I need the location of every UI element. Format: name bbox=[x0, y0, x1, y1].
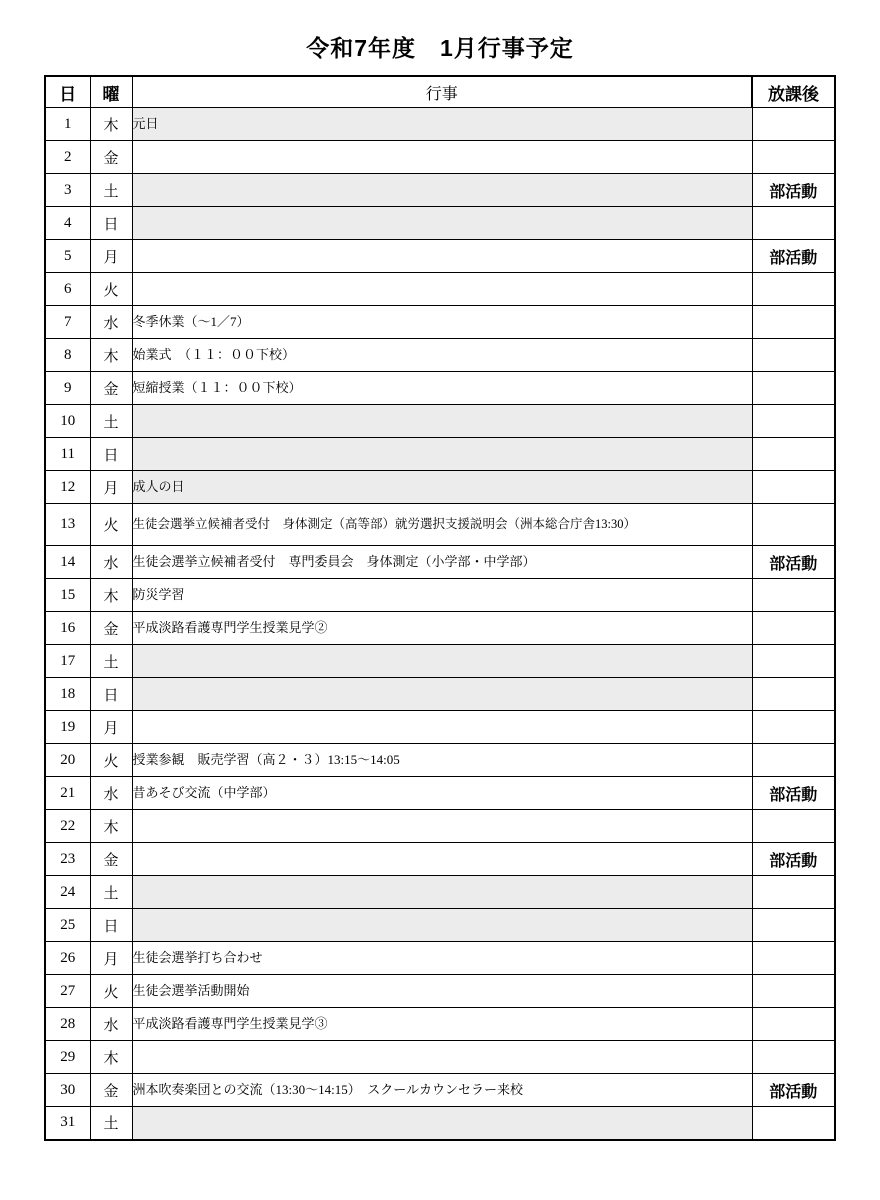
cell-day: 12 bbox=[45, 471, 90, 504]
table-row bbox=[45, 546, 835, 579]
cell-after-school bbox=[752, 678, 835, 711]
cell-event bbox=[132, 405, 752, 438]
cell-day: 18 bbox=[45, 678, 90, 711]
cell-after-school bbox=[752, 876, 835, 909]
cell-day: 15 bbox=[45, 579, 90, 612]
cell-day: 27 bbox=[45, 975, 90, 1008]
cell-weekday: 土 bbox=[90, 876, 132, 909]
cell-event: 生徒会選挙立候補者受付 身体測定（高等部）就労選択支援説明会（洲本総合庁舎13:30） bbox=[132, 504, 752, 546]
cell-day: 23 bbox=[45, 843, 90, 876]
cell-day: 11 bbox=[45, 438, 90, 471]
cell-after-school bbox=[752, 405, 835, 438]
cell-after-school bbox=[752, 942, 835, 975]
cell-after-school: 部活動 bbox=[752, 174, 835, 207]
cell-weekday: 水 bbox=[90, 1008, 132, 1041]
cell-after-school bbox=[752, 1008, 835, 1041]
cell-event bbox=[132, 678, 752, 711]
cell-event: 平成淡路看護専門学生授業見学② bbox=[132, 612, 752, 645]
cell-after-school bbox=[752, 372, 835, 405]
cell-event bbox=[132, 438, 752, 471]
cell-weekday: 月 bbox=[90, 240, 132, 273]
cell-event: 平成淡路看護専門学生授業見学③ bbox=[132, 1008, 752, 1041]
cell-day: 2 bbox=[45, 141, 90, 174]
cell-after-school: 部活動 bbox=[752, 1074, 835, 1107]
cell-weekday: 木 bbox=[90, 108, 132, 141]
cell-weekday: 火 bbox=[90, 273, 132, 306]
cell-event: 生徒会選挙立候補者受付 専門委員会 身体測定（小学部・中学部） bbox=[132, 546, 752, 579]
cell-weekday: 日 bbox=[90, 909, 132, 942]
cell-after-school bbox=[752, 612, 835, 645]
column-header-event: 行事 bbox=[132, 76, 752, 108]
cell-day: 8 bbox=[45, 339, 90, 372]
table-row bbox=[45, 942, 835, 975]
cell-day: 29 bbox=[45, 1041, 90, 1074]
cell-after-school bbox=[752, 471, 835, 504]
cell-event bbox=[132, 876, 752, 909]
cell-after-school bbox=[752, 438, 835, 471]
cell-weekday: 月 bbox=[90, 471, 132, 504]
table-row bbox=[45, 744, 835, 777]
cell-weekday: 木 bbox=[90, 339, 132, 372]
cell-event bbox=[132, 909, 752, 942]
cell-event bbox=[132, 240, 752, 273]
table-row bbox=[45, 504, 835, 546]
cell-after-school bbox=[752, 306, 835, 339]
cell-day: 13 bbox=[45, 504, 90, 546]
cell-weekday: 土 bbox=[90, 1107, 132, 1140]
cell-after-school bbox=[752, 141, 835, 174]
table-row bbox=[45, 471, 835, 504]
cell-event bbox=[132, 843, 752, 876]
table-row bbox=[45, 1107, 835, 1140]
cell-event: 始業式 （１１：００下校） bbox=[132, 339, 752, 372]
cell-weekday: 金 bbox=[90, 612, 132, 645]
cell-weekday: 水 bbox=[90, 546, 132, 579]
cell-event: 生徒会選挙打ち合わせ bbox=[132, 942, 752, 975]
cell-day: 17 bbox=[45, 645, 90, 678]
cell-after-school: 部活動 bbox=[752, 843, 835, 876]
cell-day: 21 bbox=[45, 777, 90, 810]
cell-event: 短縮授業（１１：００下校） bbox=[132, 372, 752, 405]
cell-after-school bbox=[752, 1041, 835, 1074]
table-row bbox=[45, 579, 835, 612]
cell-event bbox=[132, 1041, 752, 1074]
cell-event bbox=[132, 207, 752, 240]
cell-event bbox=[132, 711, 752, 744]
cell-after-school bbox=[752, 711, 835, 744]
cell-weekday: 金 bbox=[90, 843, 132, 876]
table-row bbox=[45, 612, 835, 645]
cell-weekday: 土 bbox=[90, 174, 132, 207]
cell-day: 14 bbox=[45, 546, 90, 579]
cell-weekday: 日 bbox=[90, 438, 132, 471]
table-row bbox=[45, 240, 835, 273]
cell-after-school bbox=[752, 339, 835, 372]
cell-after-school bbox=[752, 207, 835, 240]
cell-weekday: 火 bbox=[90, 504, 132, 546]
table-row bbox=[45, 141, 835, 174]
table-header bbox=[45, 76, 835, 108]
cell-day: 1 bbox=[45, 108, 90, 141]
cell-weekday: 火 bbox=[90, 975, 132, 1008]
table-row bbox=[45, 909, 835, 942]
cell-weekday: 水 bbox=[90, 306, 132, 339]
table-row bbox=[45, 1041, 835, 1074]
cell-weekday: 日 bbox=[90, 678, 132, 711]
cell-after-school bbox=[752, 975, 835, 1008]
cell-weekday: 木 bbox=[90, 1041, 132, 1074]
column-header-after-school: 放課後 bbox=[752, 76, 835, 108]
table-row bbox=[45, 273, 835, 306]
cell-day: 3 bbox=[45, 174, 90, 207]
cell-day: 16 bbox=[45, 612, 90, 645]
cell-after-school: 部活動 bbox=[752, 546, 835, 579]
cell-day: 26 bbox=[45, 942, 90, 975]
table-row bbox=[45, 678, 835, 711]
table-row bbox=[45, 975, 835, 1008]
cell-weekday: 木 bbox=[90, 579, 132, 612]
cell-event: 成人の日 bbox=[132, 471, 752, 504]
page-title: 令和7年度 1月行事予定 bbox=[306, 35, 574, 61]
table-row bbox=[45, 1008, 835, 1041]
column-header-weekday: 曜 bbox=[90, 76, 132, 108]
cell-event bbox=[132, 810, 752, 843]
table-row bbox=[45, 405, 835, 438]
table-row bbox=[45, 108, 835, 141]
table-row bbox=[45, 339, 835, 372]
cell-weekday: 木 bbox=[90, 810, 132, 843]
cell-day: 20 bbox=[45, 744, 90, 777]
cell-day: 25 bbox=[45, 909, 90, 942]
cell-event bbox=[132, 273, 752, 306]
table-row bbox=[45, 1074, 835, 1107]
table-row bbox=[45, 777, 835, 810]
cell-event: 授業参観 販売学習（高２・３）13:15〜14:05 bbox=[132, 744, 752, 777]
cell-day: 6 bbox=[45, 273, 90, 306]
cell-event bbox=[132, 174, 752, 207]
cell-event: 元日 bbox=[132, 108, 752, 141]
table-row bbox=[45, 372, 835, 405]
cell-weekday: 土 bbox=[90, 645, 132, 678]
cell-day: 7 bbox=[45, 306, 90, 339]
cell-after-school bbox=[752, 810, 835, 843]
cell-day: 24 bbox=[45, 876, 90, 909]
cell-after-school bbox=[752, 504, 835, 546]
cell-after-school bbox=[752, 108, 835, 141]
cell-event bbox=[132, 141, 752, 174]
cell-after-school bbox=[752, 645, 835, 678]
cell-after-school bbox=[752, 579, 835, 612]
table-body bbox=[45, 108, 835, 1140]
cell-after-school bbox=[752, 1107, 835, 1140]
table-row bbox=[45, 438, 835, 471]
column-header-day: 日 bbox=[45, 76, 90, 108]
cell-event: 洲本吹奏楽団との交流（13:30〜14:15） スクールカウンセラー来校 bbox=[132, 1074, 752, 1107]
cell-day: 31 bbox=[45, 1107, 90, 1140]
table-row bbox=[45, 174, 835, 207]
table-row bbox=[45, 207, 835, 240]
cell-day: 4 bbox=[45, 207, 90, 240]
cell-weekday: 水 bbox=[90, 777, 132, 810]
table-row bbox=[45, 711, 835, 744]
cell-weekday: 日 bbox=[90, 207, 132, 240]
cell-day: 22 bbox=[45, 810, 90, 843]
cell-day: 9 bbox=[45, 372, 90, 405]
table-row bbox=[45, 645, 835, 678]
cell-weekday: 金 bbox=[90, 1074, 132, 1107]
cell-after-school bbox=[752, 909, 835, 942]
cell-weekday: 月 bbox=[90, 711, 132, 744]
table-row bbox=[45, 876, 835, 909]
cell-event: 防災学習 bbox=[132, 579, 752, 612]
cell-after-school: 部活動 bbox=[752, 777, 835, 810]
cell-event bbox=[132, 1107, 752, 1140]
cell-weekday: 火 bbox=[90, 744, 132, 777]
cell-day: 30 bbox=[45, 1074, 90, 1107]
cell-event bbox=[132, 645, 752, 678]
cell-day: 5 bbox=[45, 240, 90, 273]
table-row bbox=[45, 810, 835, 843]
cell-event: 昔あそび交流（中学部） bbox=[132, 777, 752, 810]
table-row bbox=[45, 306, 835, 339]
monthly-schedule-table bbox=[44, 75, 836, 1141]
cell-weekday: 月 bbox=[90, 942, 132, 975]
cell-weekday: 金 bbox=[90, 141, 132, 174]
cell-day: 19 bbox=[45, 711, 90, 744]
cell-after-school: 部活動 bbox=[752, 240, 835, 273]
cell-after-school bbox=[752, 744, 835, 777]
cell-day: 28 bbox=[45, 1008, 90, 1041]
cell-after-school bbox=[752, 273, 835, 306]
cell-event: 生徒会選挙活動開始 bbox=[132, 975, 752, 1008]
table-row bbox=[45, 843, 835, 876]
cell-weekday: 金 bbox=[90, 372, 132, 405]
cell-day: 10 bbox=[45, 405, 90, 438]
cell-event: 冬季休業（〜1／7） bbox=[132, 306, 752, 339]
cell-weekday: 土 bbox=[90, 405, 132, 438]
